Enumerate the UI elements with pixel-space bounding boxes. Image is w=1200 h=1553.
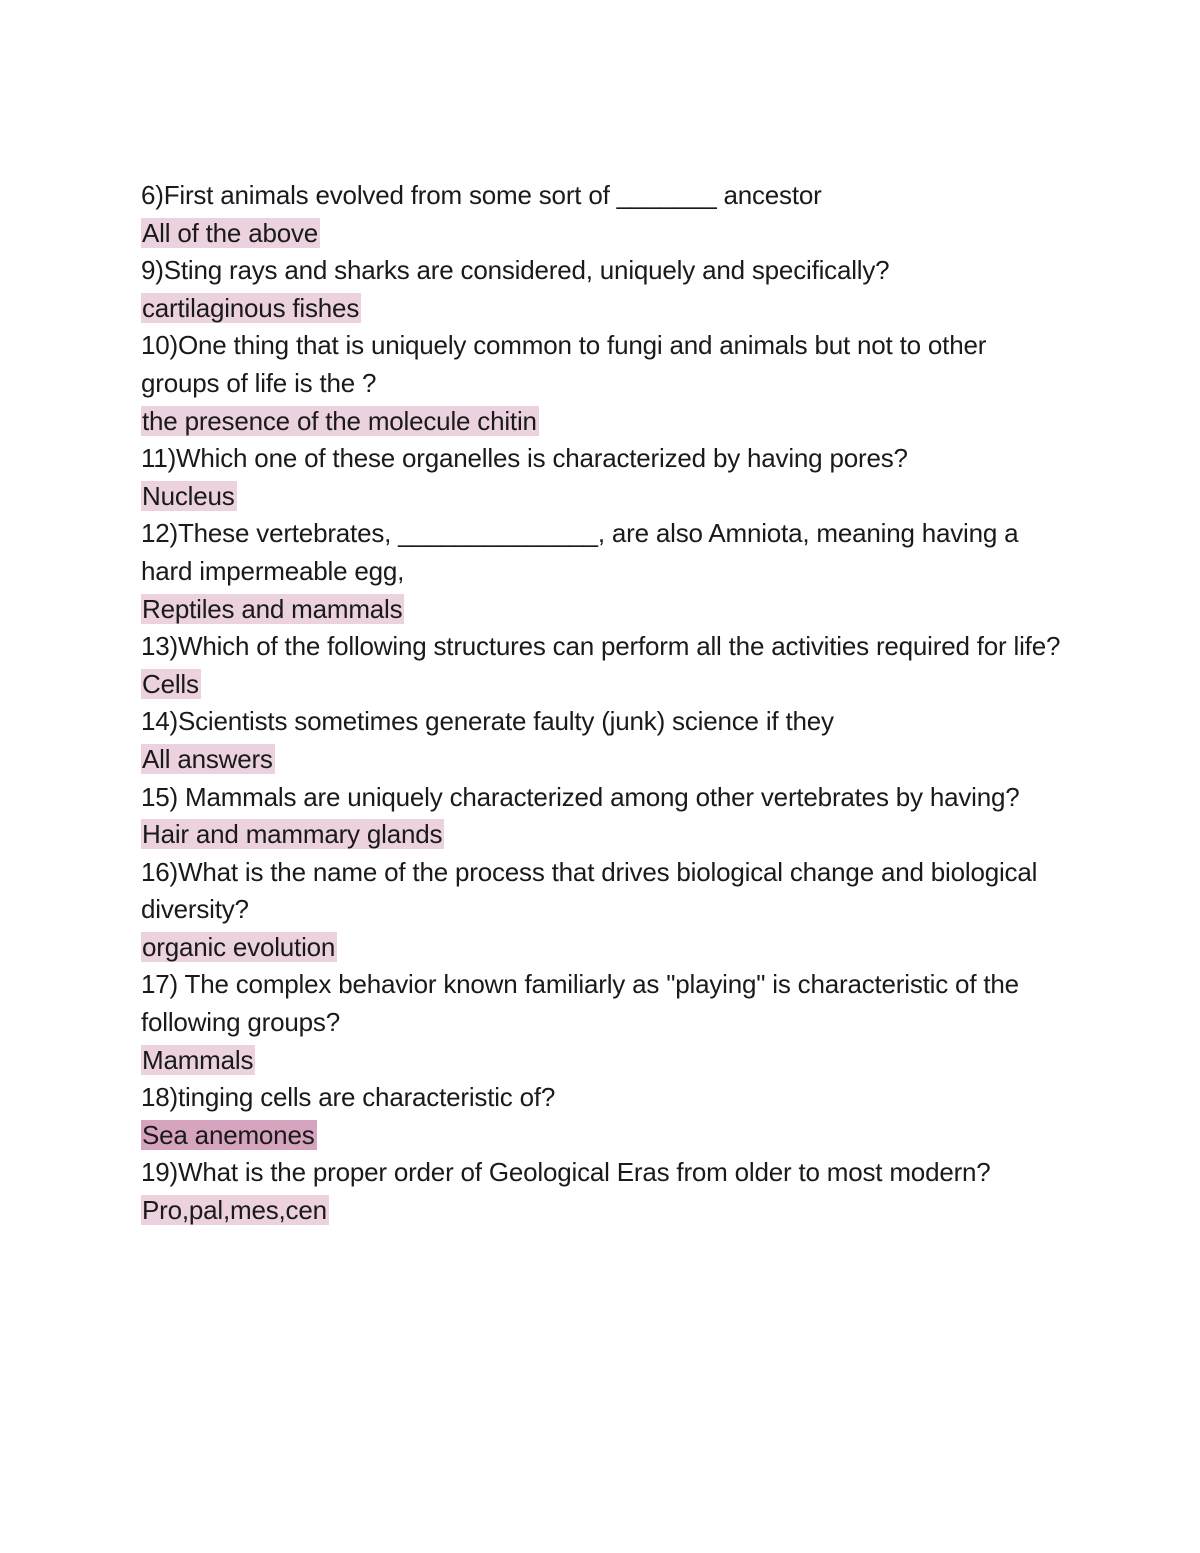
question-text: 9)Sting rays and sharks are considered, uniquely and specifically?	[141, 255, 890, 286]
answer-text: Mammals	[142, 1044, 254, 1075]
question-text: 17) The complex behavior known familiarly as "playing" is characteristic of the following groups?	[141, 969, 1026, 1038]
question-text: 14)Scientists sometimes generate faulty (junk) science if they	[141, 706, 834, 737]
answer-text: All of the above	[142, 217, 319, 248]
question-text: 6)First animals evolved from some sort of _______ ancestor	[141, 180, 822, 210]
answer-highlight	[141, 478, 1061, 516]
question-text: 12)These vertebrates, ______________, are also Amniota, meaning having a hard impermeable egg,	[141, 518, 1026, 586]
answer-text: Sea anemones	[142, 1119, 315, 1150]
answer-text: cartilaginous fishes	[142, 292, 360, 323]
list-item	[141, 854, 1061, 967]
list-item	[141, 515, 1061, 628]
answer-text: Reptiles and mammals	[142, 593, 403, 624]
list-item	[141, 252, 1061, 327]
answer-highlight	[141, 591, 1061, 629]
question-text: 16)What is the name of the process that drives biological change and biological diversity?	[141, 856, 1045, 925]
answer-highlight	[141, 666, 1061, 704]
answer-text: Pro,pal,mes,cen	[142, 1195, 327, 1226]
question-text: 13)Which of the following structures can perform all the activities required for life?	[141, 631, 1061, 662]
answer-text: Hair and mammary glands	[142, 819, 443, 850]
answer-highlight	[141, 403, 1061, 441]
list-item	[141, 966, 1061, 1079]
answer-highlight	[141, 1117, 1061, 1155]
list-item	[141, 177, 1061, 252]
question-text: 11)Which one of these organelles is characterized by having pores?	[141, 443, 908, 474]
list-item	[141, 779, 1061, 854]
answer-text: Nucleus	[142, 480, 235, 511]
answer-text: the presence of the molecule chitin	[142, 405, 537, 436]
question-answer-list	[141, 177, 1061, 1230]
list-item	[141, 703, 1061, 778]
question-text: 19)What is the proper order of Geological Eras from older to most modern?	[141, 1157, 991, 1188]
answer-highlight	[141, 290, 1061, 328]
question-text: 10)One thing that is uniquely common to fungi and animals but not to other groups of life is the ?	[141, 330, 994, 398]
answer-highlight	[141, 816, 1061, 854]
answer-text: All answers	[142, 743, 273, 774]
answer-highlight	[141, 741, 1061, 779]
answer-text: Cells	[142, 668, 199, 699]
answer-highlight	[141, 215, 1061, 253]
answer-highlight	[141, 1192, 1061, 1230]
list-item	[141, 327, 1061, 440]
answer-text: organic evolution	[142, 931, 336, 962]
question-text: 15) Mammals are uniquely characterized among other vertebrates by having?	[141, 781, 1020, 812]
answer-highlight	[141, 929, 1061, 967]
question-text: 18)tinging cells are characteristic of?	[141, 1082, 556, 1113]
list-item	[141, 628, 1061, 703]
answer-highlight	[141, 1042, 1061, 1080]
list-item	[141, 1154, 1061, 1229]
list-item	[141, 440, 1061, 515]
list-item	[141, 1079, 1061, 1154]
